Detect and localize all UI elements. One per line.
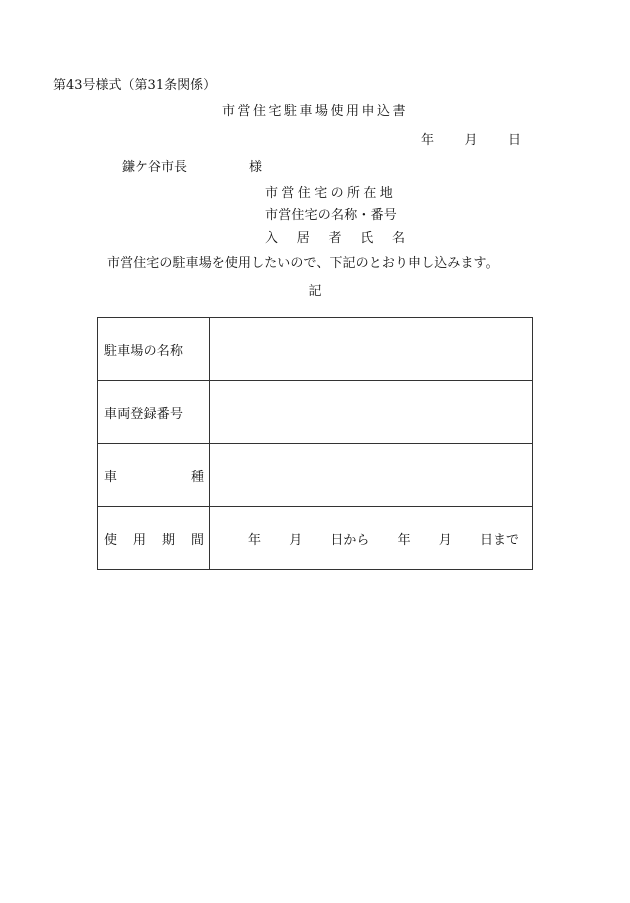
usage-period-label-char: 期	[161, 532, 175, 548]
usage-period-label-char: 使	[104, 532, 118, 548]
resident-label-char: 名	[391, 231, 405, 246]
form-number: 第43号様式（第31条関係）	[53, 78, 217, 93]
date-month-label: 月	[464, 133, 478, 148]
applicant-address-label: 市営住宅の所在地	[265, 186, 397, 201]
table-row	[98, 381, 533, 444]
usage-period-label	[98, 507, 210, 570]
period-start-month: 月	[289, 532, 303, 548]
parking-name-field[interactable]	[210, 318, 533, 381]
parking-name-label: 駐車場の名称	[98, 318, 210, 381]
form-title: 市営住宅駐車場使用申込書	[221, 104, 408, 119]
period-end-year: 年	[397, 532, 411, 548]
applicant-name-number-label: 市営住宅の名称・番号	[265, 208, 398, 223]
table-row	[98, 507, 533, 570]
period-start-year: 年	[248, 532, 262, 548]
date-day-label: 日	[507, 133, 521, 148]
ki-mark: 記	[308, 284, 322, 299]
period-end-day: 日まで	[479, 532, 519, 548]
resident-label-char: 入	[265, 231, 279, 246]
addressee-name: 鎌ケ谷市長	[122, 160, 188, 175]
date-year-label: 年	[421, 133, 435, 148]
vehicle-registration-label: 車両登録番号	[98, 381, 210, 444]
vehicle-registration-field[interactable]	[210, 381, 533, 444]
resident-label-char: 居	[296, 231, 310, 246]
usage-period-label-char: 用	[132, 532, 146, 548]
period-start-day: 日から	[330, 532, 370, 548]
vehicle-type-label-char: 種	[190, 469, 204, 485]
period-end-month: 月	[438, 532, 452, 548]
date-line	[421, 133, 521, 149]
request-text: 市営住宅の駐車場を使用したいので、下記のとおり申し込みます。	[107, 256, 499, 271]
application-detail-table	[97, 317, 533, 570]
vehicle-type-field[interactable]	[210, 444, 533, 507]
resident-label-char: 者	[328, 231, 342, 246]
table-row	[98, 318, 533, 381]
addressee-honorific: 様	[249, 160, 263, 175]
vehicle-type-label-char: 車	[104, 469, 118, 485]
resident-label-char: 氏	[360, 231, 374, 246]
applicant-resident-name-label	[265, 231, 405, 247]
usage-period-field[interactable]	[210, 507, 533, 570]
vehicle-type-label	[98, 444, 210, 507]
table-row	[98, 444, 533, 507]
usage-period-label-char: 間	[190, 532, 204, 548]
